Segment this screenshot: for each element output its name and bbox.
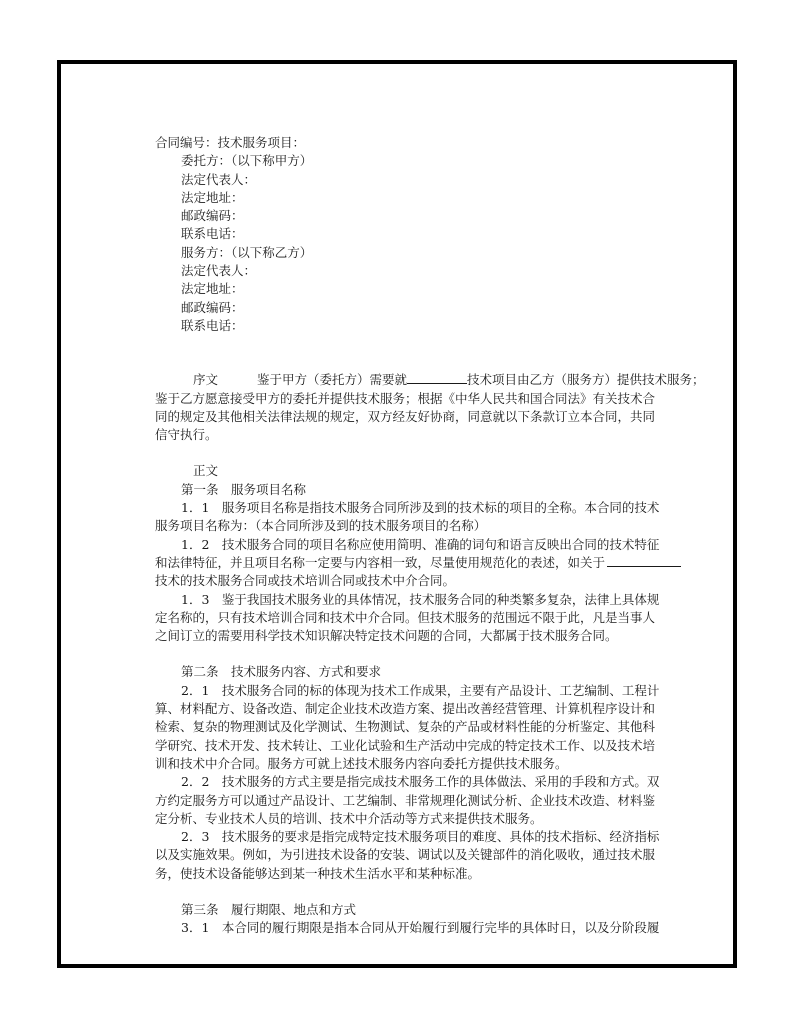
article-1-title: 第一条 服务项目名称: [181, 481, 307, 497]
client-address: 法定地址：: [181, 189, 244, 205]
article-text: 2．3 技术服务的要求是指完成特定技术服务项目的难度、具体的技术指标、经济指标: [181, 829, 660, 845]
article-text: 检索、复杂的物理测试及化学测试、生物测试、复杂的产品或材料性能的分析鉴定、其他科: [155, 719, 656, 735]
article-text: 1．3 鉴于我国技术服务业的具体情况，技术服务合同的种类繁多复杂，法律上具体规: [181, 591, 660, 607]
contract-document: [155, 134, 705, 938]
preamble-text: 鉴于甲方（委托方）需要就: [257, 372, 408, 388]
preamble-text: 技术项目由乙方（服务方）提供技术服务；: [467, 372, 705, 388]
article-text: 务，使技术设备能够达到某一种技术生活水平和某种标准。: [155, 865, 481, 881]
provider-postcode: 邮政编码：: [181, 299, 244, 315]
article-text: [155, 554, 645, 572]
client-phone: 联系电话：: [181, 226, 244, 242]
article-text: 定分析、专业技术人员的培训、技术中介活动等方式来提供技术服务。: [155, 810, 543, 826]
article-3-title: 第三条 履行期限、地点和方式: [181, 901, 357, 917]
provider-phone: 联系电话：: [181, 317, 244, 333]
provider-party: 服务方：（以下称乙方）: [181, 244, 313, 260]
client-postcode: 邮政编码：: [181, 208, 244, 224]
article-text: 算、材料配方、设备改造、制定企业技术改造方案、提出改善经营管理、计算机程序设计和: [155, 701, 656, 717]
provider-representative: 法定代表人：: [181, 263, 257, 279]
article-text: 和法律特征，并且项目名称一定要与内容相一致，尽量使用规范化的表述，如关于: [155, 554, 606, 570]
contract-number: 合同编号：技术服务项目：: [155, 135, 306, 150]
preamble-line: 信守执行。: [155, 427, 218, 443]
article-text: 服务项目名称为：（本合同所涉及到的技术服务项目的名称）: [155, 518, 487, 534]
article-text: 1．2 技术服务合同的项目名称应使用简明、准确的词句和语言反映出合同的技术特征: [181, 536, 660, 552]
article-text: 定名称的，只有技术培训合同和技术中介合同。但技术服务的范围远不限于此，凡是当事人: [155, 609, 656, 625]
article-text: 学研究、技术开发、技术转让、工业化试验和生产活动中完成的特定技术工作、以及技术培: [155, 737, 656, 753]
blank-field: [407, 371, 467, 384]
blank-field: [607, 554, 681, 567]
article-text: 以及实施效果。例如，为引进技术设备的安装、调试以及关键部件的消化吸收，通过技术服: [155, 847, 656, 863]
article-text: 2．2 技术服务的方式主要是指完成技术服务工作的具体做法、采用的手段和方式。双: [181, 774, 660, 790]
preamble-line: 鉴于乙方愿意接受甲方的委托并提供技术服务；根据《中华人民共和国合同法》有关技术合: [155, 390, 656, 406]
article-text: 技术的技术服务合同或技术培训合同或技术中介合同。: [155, 573, 456, 589]
preamble-line: [155, 371, 705, 389]
article-text: 2．1 技术服务合同的标的体现为技术工作成果，主要有产品设计、工艺编制、工程计: [181, 682, 660, 698]
article-text: 之间订立的需要用科学技术知识解决特定技术问题的合同，大都属于技术服务合同。: [155, 628, 618, 644]
body-heading: 正文: [193, 463, 219, 479]
client-party: 委托方：（以下称甲方）: [181, 153, 313, 169]
provider-address: 法定地址：: [181, 281, 244, 297]
client-representative: 法定代表人：: [181, 171, 257, 187]
article-text: 1．1 服务项目名称是指技术服务合同所涉及到的技术标的项目的全称。本合同的技术: [181, 500, 660, 516]
preamble-label: 序文: [193, 372, 219, 388]
article-text: 训和技术中介合同。服务方可就上述技术服务内容向委托方提供技术服务。: [155, 755, 568, 771]
preamble-line: 同的规定及其他相关法律法规的规定，双方经友好协商，同意就以下条款订立本合同，共同: [155, 408, 656, 424]
article-text: 方约定服务方可以通过产品设计、工艺编制、非常规理化测试分析、企业技术改造、材料鉴: [155, 792, 656, 808]
article-text: 3．1 本合同的履行期限是指本合同从开始履行到履行完毕的具体时日，以及分阶段履: [181, 920, 660, 936]
article-2-title: 第二条 技术服务内容、方式和要求: [181, 664, 382, 680]
